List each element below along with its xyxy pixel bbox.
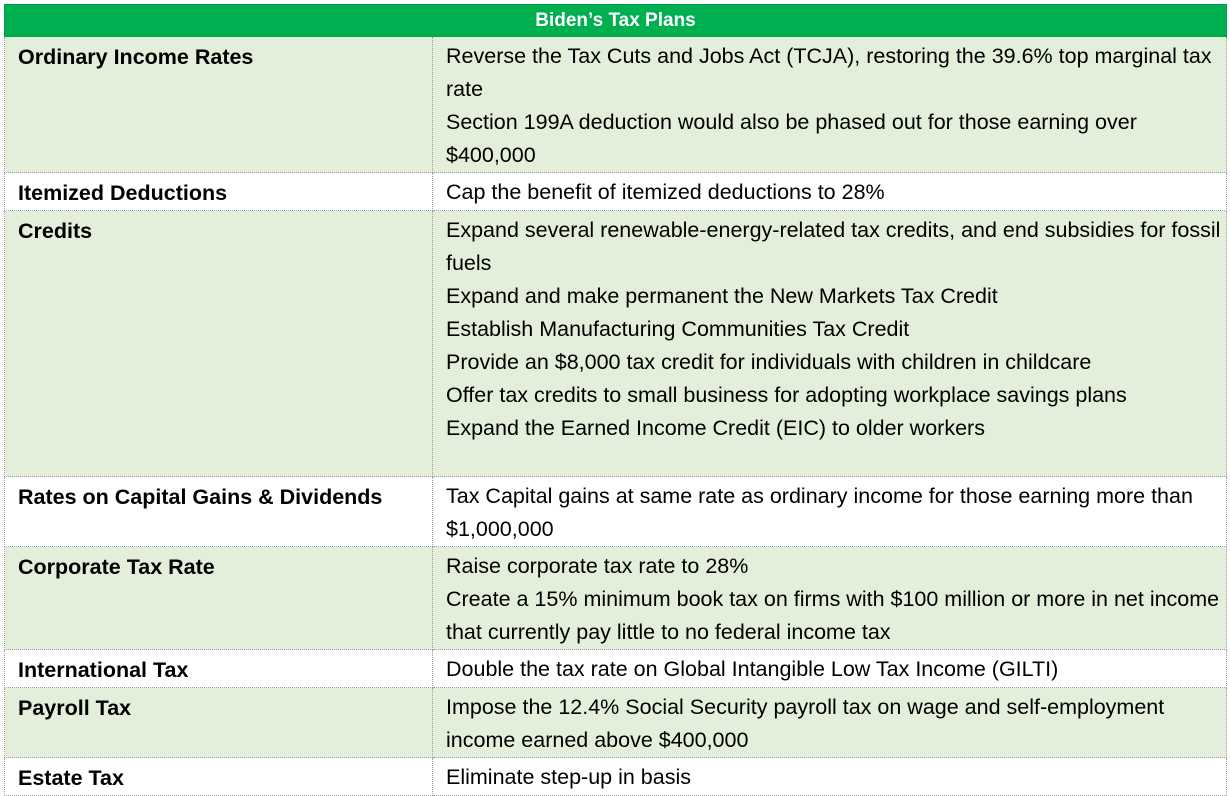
row-description [433,211,1227,477]
table-row [5,547,1227,650]
description-line: Create a 15% minimum book tax on firms with $100 million or more in net income that currently pay little to no federal income tax [446,587,1220,644]
table-row [5,211,1227,477]
row-description [433,758,1227,796]
table-row [5,173,1227,211]
row-description [433,37,1227,173]
table-row [5,758,1227,796]
row-description [433,477,1227,547]
description-line: Establish Manufacturing Communities Tax Credit [446,317,910,341]
row-description [433,173,1227,211]
description-line: Impose the 12.4% Social Security payroll tax on wage and self-employment income earned above $400,000 [446,695,1165,752]
table-row [5,688,1227,758]
table-title: Biden’s Tax Plans [5,5,1227,37]
row-label: International Tax [5,650,433,688]
tax-plans-table [4,4,1227,796]
row-description [433,688,1227,758]
row-description [433,650,1227,688]
description-line: Reverse the Tax Cuts and Jobs Act (TCJA), restoring the 39.6% top marginal tax rate [446,44,1212,101]
table-row [5,477,1227,547]
description-line: Section 199A deduction would also be phased out for those earning over $400,000 [446,110,1137,167]
description-line: Double the tax rate on Global Intangible Low Tax Income (GILTI) [446,657,1059,681]
description-line: Offer tax credits to small business for adopting workplace savings plans [446,383,1127,407]
row-label: Estate Tax [5,758,433,796]
table-body [5,37,1227,796]
row-label: Ordinary Income Rates [5,37,433,173]
description-line: Cap the benefit of itemized deductions to 28% [446,180,885,204]
row-label: Payroll Tax [5,688,433,758]
table-row [5,37,1227,173]
description-line: Expand the Earned Income Credit (EIC) to older workers [446,416,985,440]
description-line: Raise corporate tax rate to 28% [446,554,749,578]
description-line: Expand and make permanent the New Markets Tax Credit [446,284,998,308]
table-row [5,650,1227,688]
row-label: Credits [5,211,433,477]
row-label: Rates on Capital Gains & Dividends [5,477,433,547]
row-label: Itemized Deductions [5,173,433,211]
row-label: Corporate Tax Rate [5,547,433,650]
row-description [433,547,1227,650]
description-line: Eliminate step-up in basis [446,765,691,789]
description-line: Tax Capital gains at same rate as ordinary income for those earning more than $1,000,000 [446,484,1193,541]
description-line: Provide an $8,000 tax credit for individuals with children in childcare [446,350,1092,374]
description-line: Expand several renewable-energy-related tax credits, and end subsidies for fossil fuels [446,218,1221,275]
